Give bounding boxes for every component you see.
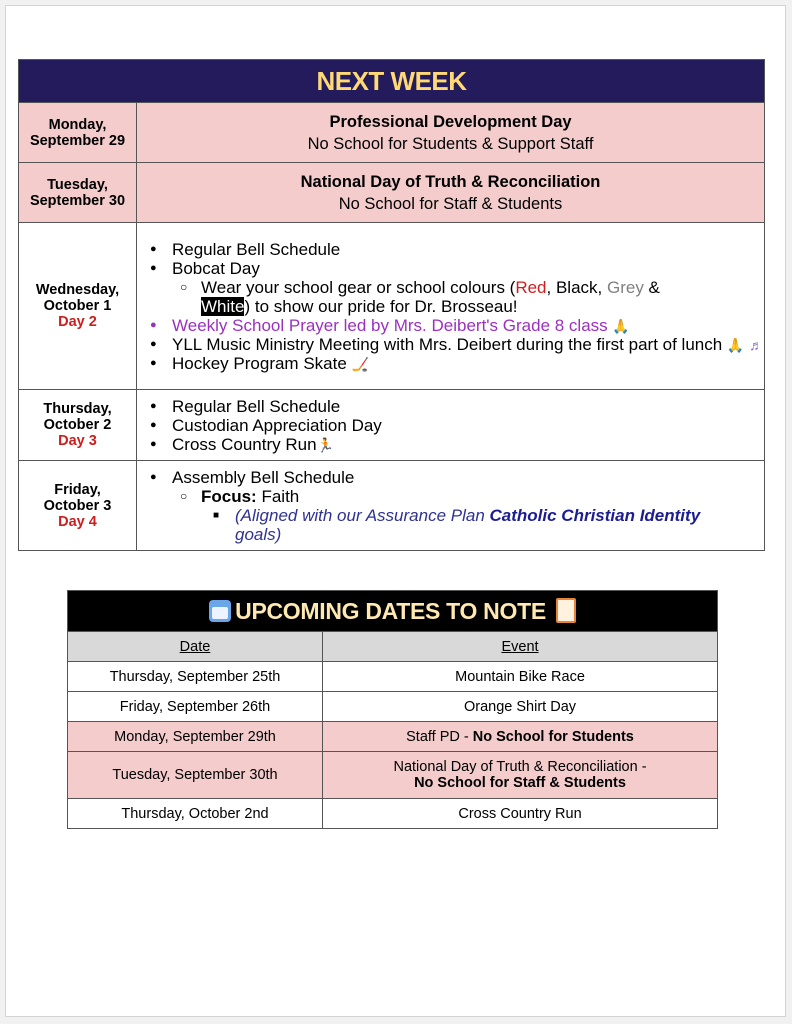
upcoming-dates-table [67, 590, 718, 829]
colour-white: White [201, 296, 245, 316]
day-cell [19, 223, 137, 390]
list-item [172, 468, 764, 544]
list-text: & [643, 277, 660, 297]
list-text: Weekly School Prayer led by Mrs. Deibert's Grade 8 class [172, 315, 608, 335]
table-row [68, 662, 718, 692]
day-cell [19, 163, 137, 223]
event-text-bold: No School for Staff & Students [414, 775, 626, 791]
day-label: Monday, [48, 116, 107, 133]
event-cell: Orange Shirt Day [323, 692, 718, 722]
focus-label: Focus: [201, 486, 257, 506]
list-text: ) to show our pride for Dr. Brosseau! [244, 296, 518, 316]
list-item [172, 416, 764, 435]
list-item [172, 354, 764, 373]
table-row [19, 390, 765, 461]
runner-icon: 🏃 [316, 437, 334, 454]
event-list [137, 240, 764, 373]
day-cell [19, 103, 137, 163]
list-text: Regular Bell Schedule [172, 239, 341, 259]
event-subtitle: No School for Staff & Students [338, 194, 563, 213]
column-header-event: Event [323, 632, 718, 662]
list-text: Custodian Appreciation Day [172, 415, 382, 435]
date-cell: Thursday, September 25th [68, 662, 323, 692]
date-label: September 29 [29, 132, 126, 149]
list-text: Wear your school gear or school colours ( [201, 277, 516, 297]
list-item [172, 316, 764, 335]
colour-grey: Grey [606, 277, 644, 297]
focus-value: Faith [256, 486, 300, 506]
colour-red: Red [515, 277, 547, 297]
day-label: Tuesday, [47, 176, 108, 193]
table-row [68, 722, 718, 752]
list-text: Cross Country Run [172, 434, 317, 454]
event-subtitle: No School for Students & Support Staff [307, 134, 594, 153]
day-label: Friday, [54, 481, 101, 498]
table-row [68, 752, 718, 799]
list-item [172, 240, 764, 259]
list-text-bold: Catholic Christian Identity [489, 505, 701, 525]
list-text: Bobcat Day [172, 258, 260, 278]
event-cell [137, 390, 765, 461]
date-label: October 2 [43, 417, 112, 433]
event-title: Professional Development Day [329, 112, 572, 131]
upcoming-title: UPCOMING DATES TO NOTE [235, 597, 546, 624]
day-number: Day 4 [58, 513, 97, 530]
next-week-title: NEXT WEEK [19, 60, 765, 103]
next-week-table [18, 59, 765, 551]
list-item [172, 397, 764, 416]
event-cell [137, 461, 765, 551]
list-item [172, 435, 764, 454]
date-label: October 3 [43, 497, 112, 514]
event-cell [323, 722, 718, 752]
day-cell [19, 461, 137, 551]
calendar-icon [209, 600, 231, 622]
event-cell: Cross Country Run [323, 799, 718, 829]
event-cell: Mountain Bike Race [323, 662, 718, 692]
date-cell: Friday, September 26th [68, 692, 323, 722]
list-text: goals) [235, 524, 282, 544]
date-cell: Monday, September 29th [68, 722, 323, 752]
date-label: September 30 [29, 192, 126, 209]
date-label: October 1 [43, 298, 112, 314]
list-text: Regular Bell Schedule [172, 396, 341, 416]
memo-icon [556, 598, 576, 623]
list-item [201, 487, 764, 544]
column-header-date: Date [68, 632, 323, 662]
table-row [68, 692, 718, 722]
praying-hands-icon: 🙏 [612, 318, 630, 335]
day-label: Thursday, [43, 401, 112, 417]
table-row [19, 103, 765, 163]
table-row [68, 799, 718, 829]
hockey-stick-icon: 🏒 [351, 356, 369, 373]
day-cell [19, 390, 137, 461]
event-list [137, 397, 764, 454]
upcoming-title-cell [68, 591, 718, 632]
list-item [235, 506, 764, 544]
praying-hands-icon: 🙏 [726, 337, 745, 354]
day-number: Day 3 [58, 433, 97, 449]
colour-black: , Black, [546, 277, 607, 297]
date-cell: Tuesday, September 30th [68, 752, 323, 799]
event-text: National Day of Truth & Reconciliation - [393, 759, 647, 775]
day-label: Wednesday, [35, 282, 120, 298]
day-number: Day 2 [58, 314, 97, 330]
list-text: YLL Music Ministry Meeting with Mrs. Deibert during the first part of lunch [172, 334, 723, 354]
list-item [172, 335, 764, 354]
event-cell [323, 752, 718, 799]
table-row [19, 163, 765, 223]
event-text: Staff PD - [406, 728, 473, 745]
event-title: National Day of Truth & Reconciliation [300, 172, 601, 191]
event-text-bold: No School for Students [472, 728, 634, 745]
event-cell [137, 223, 765, 390]
table-row [19, 223, 765, 390]
list-text: (Aligned with our Assurance Plan [235, 505, 490, 525]
date-cell: Thursday, October 2nd [68, 799, 323, 829]
music-notes-icon: ♬ [749, 337, 764, 354]
table-row [19, 461, 765, 551]
event-list [137, 468, 764, 544]
list-text: Hockey Program Skate [172, 353, 347, 373]
list-item [172, 259, 764, 316]
list-text: Assembly Bell Schedule [172, 467, 355, 487]
event-cell [137, 163, 765, 223]
list-item [201, 278, 764, 316]
event-cell [137, 103, 765, 163]
